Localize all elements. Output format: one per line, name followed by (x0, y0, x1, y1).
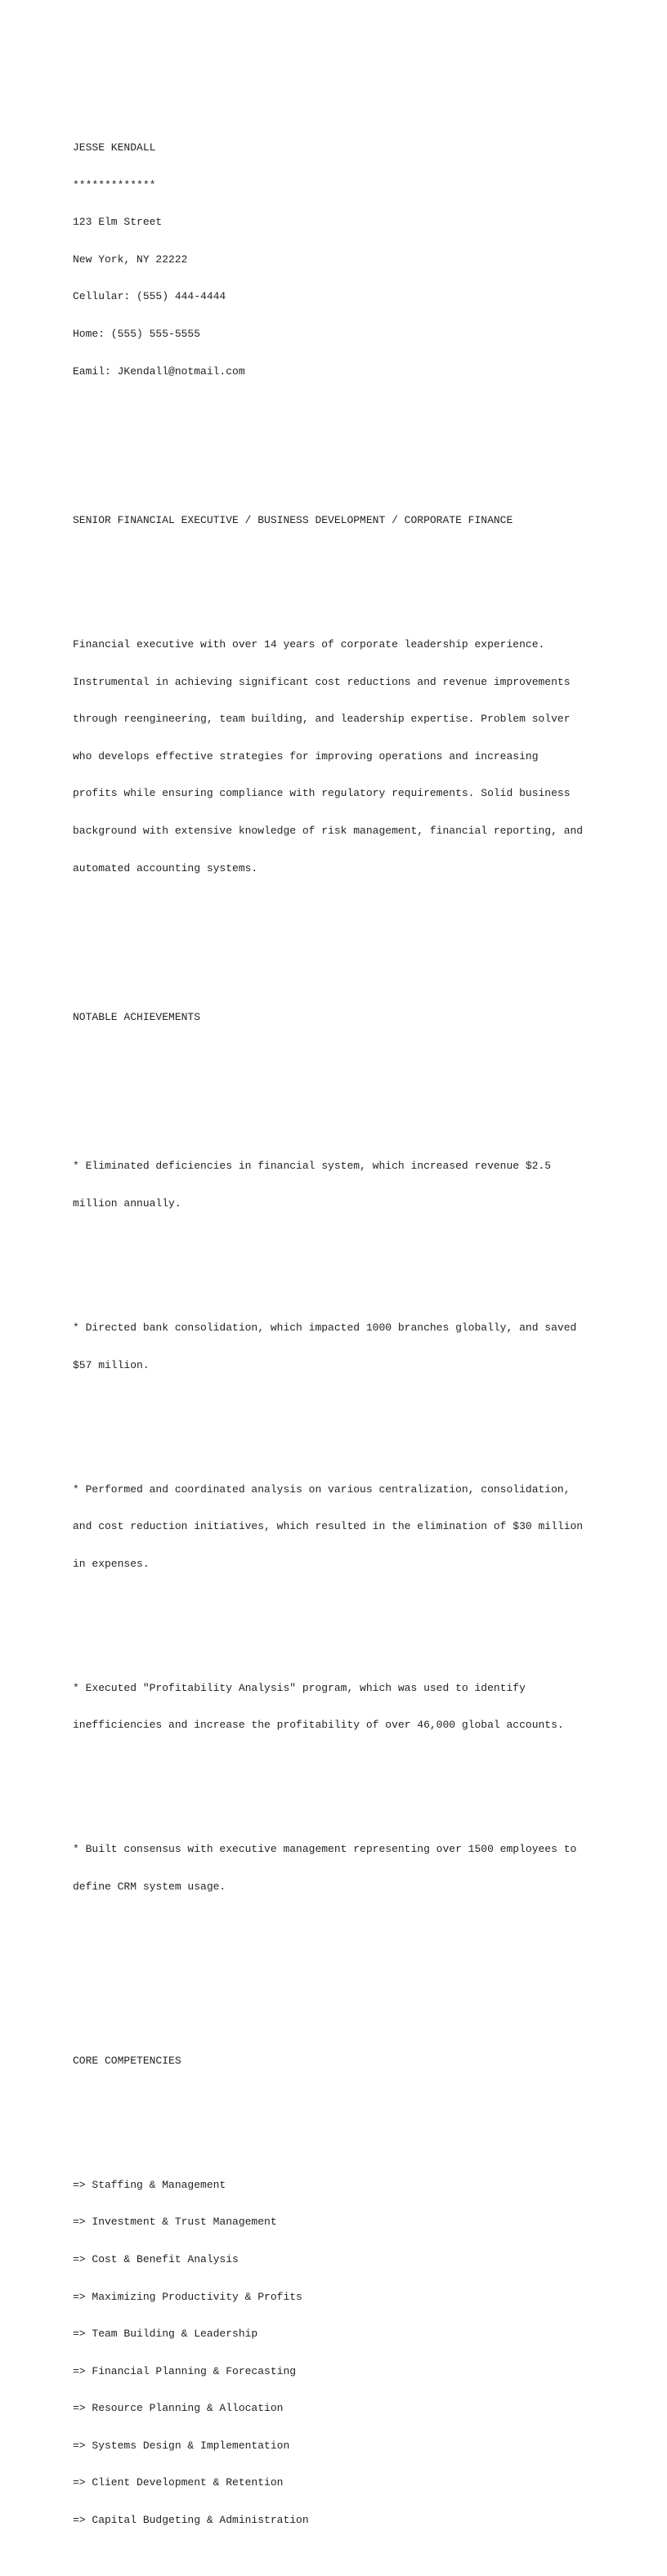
summary-paragraph (73, 614, 629, 900)
achievement-line: * Directed bank consolidation, which impacted 1000 branches globally, and saved (73, 1321, 577, 1334)
spacer (73, 1061, 629, 1073)
competency-item: => Maximizing Productivity & Profits (73, 2290, 302, 2303)
achievement-line: in expenses. (73, 1557, 150, 1570)
home-phone: Home: (555) 555-5555 (73, 327, 201, 340)
achievement-item (73, 1657, 629, 1756)
summary-line: background with extensive knowledge of risk management, financial reporting, and (73, 824, 584, 837)
competency-item: => Client Development & Retention (73, 2476, 284, 2489)
competency-item: => Team Building & Leadership (73, 2328, 258, 2341)
achievement-line: * Executed "Profitability Analysis" program, which was used to identify (73, 1681, 526, 1694)
name-divider: ************* (73, 178, 156, 191)
competency-item: => Financial Planning & Forecasting (73, 2364, 297, 2377)
summary-line: automated accounting systems. (73, 861, 258, 874)
address-street: 123 Elm Street (73, 216, 163, 229)
summary-line: through reengineering, team building, and leadership expertise. Problem solver (73, 713, 571, 726)
achievement-item (73, 1818, 629, 1918)
achievement-line: * Built consensus with executive management representing over 1500 employees to (73, 1843, 577, 1856)
summary-line: profits while ensuring compliance with regulatory requirements. Solid business (73, 787, 571, 800)
spacer (73, 1980, 629, 2018)
spacer (73, 1620, 629, 1632)
achievement-item (73, 1135, 629, 1235)
contact-header (73, 117, 629, 403)
achievement-item (73, 1458, 629, 1594)
achievements-list (73, 1111, 629, 1943)
candidate-name: JESSE KENDALL (73, 141, 156, 154)
achievement-line: * Performed and coordinated analysis on various centralization, consolidation, (73, 1483, 571, 1496)
summary-line: Financial executive with over 14 years of corporate leadership experience. (73, 637, 545, 651)
achievement-line: $57 million. (73, 1358, 150, 1371)
address-city: New York, NY 22222 (73, 253, 188, 266)
competency-item: => Resource Planning & Allocation (73, 2402, 284, 2415)
competency-item: => Investment & Trust Management (73, 2216, 277, 2229)
resume-document (73, 79, 629, 2576)
achievement-line: and cost reduction initiatives, which resulted in the elimination of $30 million (73, 1520, 584, 1533)
competency-item: => Cost & Benefit Analysis (73, 2252, 239, 2265)
competency-item: => Systems Design & Implementation (73, 2439, 290, 2452)
achievement-line: * Eliminated deficiencies in financial system, which increased revenue $2.5 (73, 1160, 552, 1173)
email-address: Eamil: JKendall@notmail.com (73, 364, 245, 378)
competencies-title: CORE COMPETENCIES (73, 2054, 181, 2067)
spacer (73, 1421, 629, 1433)
spacer (73, 440, 629, 477)
cellular-phone: Cellular: (555) 444-4444 (73, 290, 226, 303)
spacer (73, 2104, 629, 2117)
achievement-line: million annually. (73, 1196, 181, 1210)
spacer (73, 1781, 629, 1793)
spacer (73, 937, 629, 974)
competencies-list (73, 2153, 629, 2551)
achievement-line: inefficiencies and increase the profitability of over 46,000 global accounts. (73, 1719, 564, 1732)
headline: SENIOR FINANCIAL EXECUTIVE / BUSINESS DEVELOPMENT / CORPORATE FINANCE (73, 513, 513, 526)
achievement-item (73, 1297, 629, 1397)
spacer (73, 1259, 629, 1272)
achievement-line: define CRM system usage. (73, 1880, 226, 1893)
summary-line: who develops effective strategies for improving operations and increasing (73, 749, 539, 763)
achievements-title: NOTABLE ACHIEVEMENTS (73, 1010, 201, 1023)
competency-item: => Capital Budgeting & Administration (73, 2514, 309, 2527)
summary-line: Instrumental in achieving significant cost reductions and revenue improvements (73, 675, 571, 688)
spacer (73, 564, 629, 576)
competency-item: => Staffing & Management (73, 2178, 226, 2191)
